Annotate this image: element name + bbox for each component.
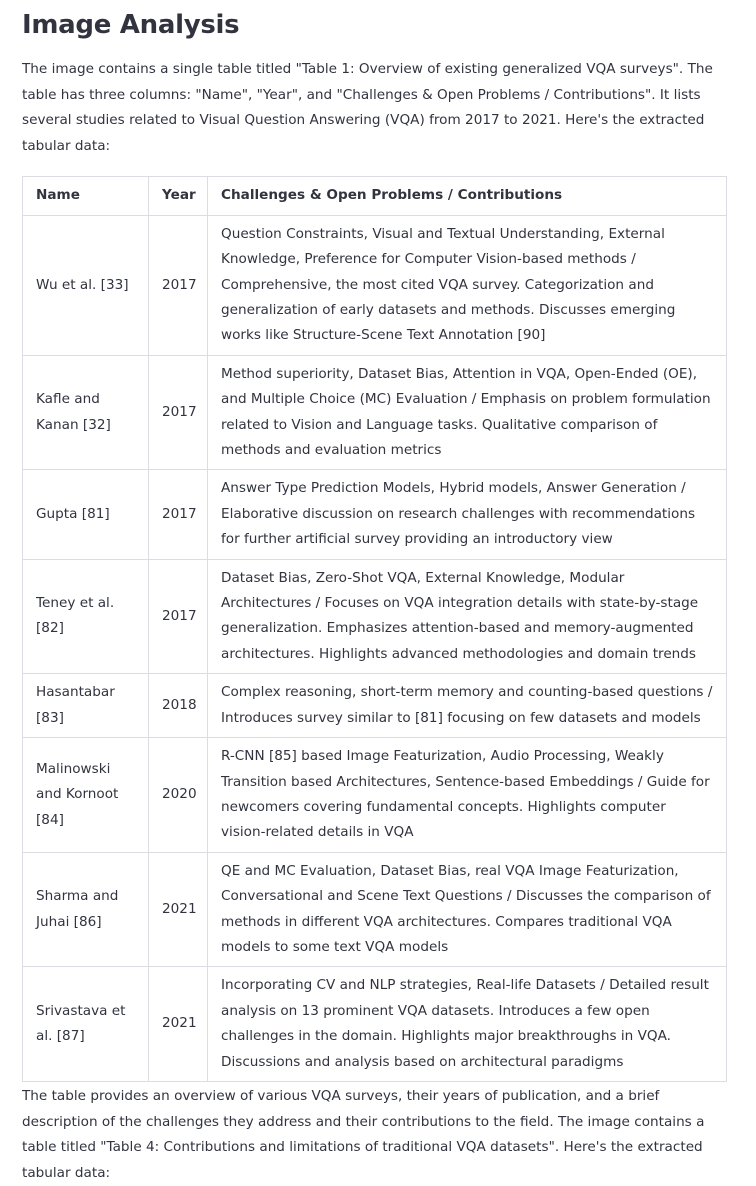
cell-year: 2017 xyxy=(149,215,208,355)
cell-year: 2017 xyxy=(149,559,208,674)
table-row xyxy=(23,355,727,470)
cell-name: Hasantabar [83] xyxy=(23,674,149,738)
table-row xyxy=(23,674,727,738)
column-header-challenges: Challenges & Open Problems / Contributions xyxy=(208,177,727,215)
table-header-row xyxy=(23,177,727,215)
intro-paragraph: The image contains a single table titled "Table 1: Overview of existing generalized VQA surveys". The table has three columns: "Name", "Year", and "Challenges & Open Problems / Contributions". It lists several studies related to Visual Question Answering (VQA) from 2017 to 2021. Here's the extracted tabular data: xyxy=(22,61,713,154)
cell-year: 2021 xyxy=(149,852,208,967)
cell-description: R-CNN [85] based Image Featurization, Audio Processing, Weakly Transition based Architectures, Sentence-based Embeddings / Guide for newcomers covering fundamental concepts. Highlights computer vision-related details in VQA xyxy=(208,738,727,853)
cell-name: Teney et al. [82] xyxy=(23,559,149,674)
cell-name: Wu et al. [33] xyxy=(23,215,149,355)
cell-description: QE and MC Evaluation, Dataset Bias, real VQA Image Featurization, Conversational and Scene Text Questions / Discusses the comparison of methods in different VQA architectures. Compares traditional VQA models to some text VQA models xyxy=(208,852,727,967)
column-header-name: Name xyxy=(23,177,149,215)
surveys-table xyxy=(22,176,727,1082)
cell-description: Incorporating CV and NLP strategies, Real-life Datasets / Detailed result analysis on 13 prominent VQA datasets. Introduces a few open challenges in the domain. Highlights major breakthroughs in VQA. Discussions and analysis based on architectural paradigms xyxy=(208,967,727,1082)
column-header-year: Year xyxy=(149,177,208,215)
cell-name: Sharma and Juhai [86] xyxy=(23,852,149,967)
cell-description: Method superiority, Dataset Bias, Attention in VQA, Open-Ended (OE), and Multiple Choice (MC) Evaluation / Emphasis on problem formulation related to Vision and Language tasks. Qualitative comparison of methods and evaluation metrics xyxy=(208,355,727,470)
cell-year: 2021 xyxy=(149,967,208,1082)
cell-year: 2018 xyxy=(149,674,208,738)
table-row xyxy=(23,738,727,853)
table-row xyxy=(23,967,727,1082)
cell-year: 2017 xyxy=(149,470,208,559)
cell-name: Gupta [81] xyxy=(23,470,149,559)
cell-name: Srivastava et al. [87] xyxy=(23,967,149,1082)
cell-description: Question Constraints, Visual and Textual Understanding, External Knowledge, Preference for Computer Vision-based methods / Comprehensive, the most cited VQA survey. Categorization and generalization of early datasets and methods. Discusses emerging works like Structure-Scene Text Annotation [90] xyxy=(208,215,727,355)
outro-paragraph: The table provides an overview of various VQA surveys, their years of publication, and a brief description of the challenges they address and their contributions to the field. The image contains a table titled "Table 4: Contributions and limitations of traditional VQA datasets". Here's the extracted tabular data: xyxy=(22,1087,705,1181)
cell-description: Answer Type Prediction Models, Hybrid models, Answer Generation / Elaborative discussion on research challenges with recommendations for further artificial survey providing an introductory view xyxy=(208,470,727,559)
cell-year: 2017 xyxy=(149,355,208,470)
cell-description: Complex reasoning, short-term memory and counting-based questions / Introduces survey similar to [81] focusing on few datasets and models xyxy=(208,674,727,738)
page-title: Image Analysis xyxy=(22,10,240,40)
table-row xyxy=(23,470,727,559)
cell-name: Kafle and Kanan [32] xyxy=(23,355,149,470)
table-row xyxy=(23,215,727,355)
cell-description: Dataset Bias, Zero-Shot VQA, External Knowledge, Modular Architectures / Focuses on VQA integration details with state-by-stage generalization. Emphasizes attention-based and memory-augmented architectures. Highlights advanced methodologies and domain trends xyxy=(208,559,727,674)
cell-name: Malinowski and Kornoot [84] xyxy=(23,738,149,853)
table-row xyxy=(23,559,727,674)
table-row xyxy=(23,852,727,967)
cell-year: 2020 xyxy=(149,738,208,853)
